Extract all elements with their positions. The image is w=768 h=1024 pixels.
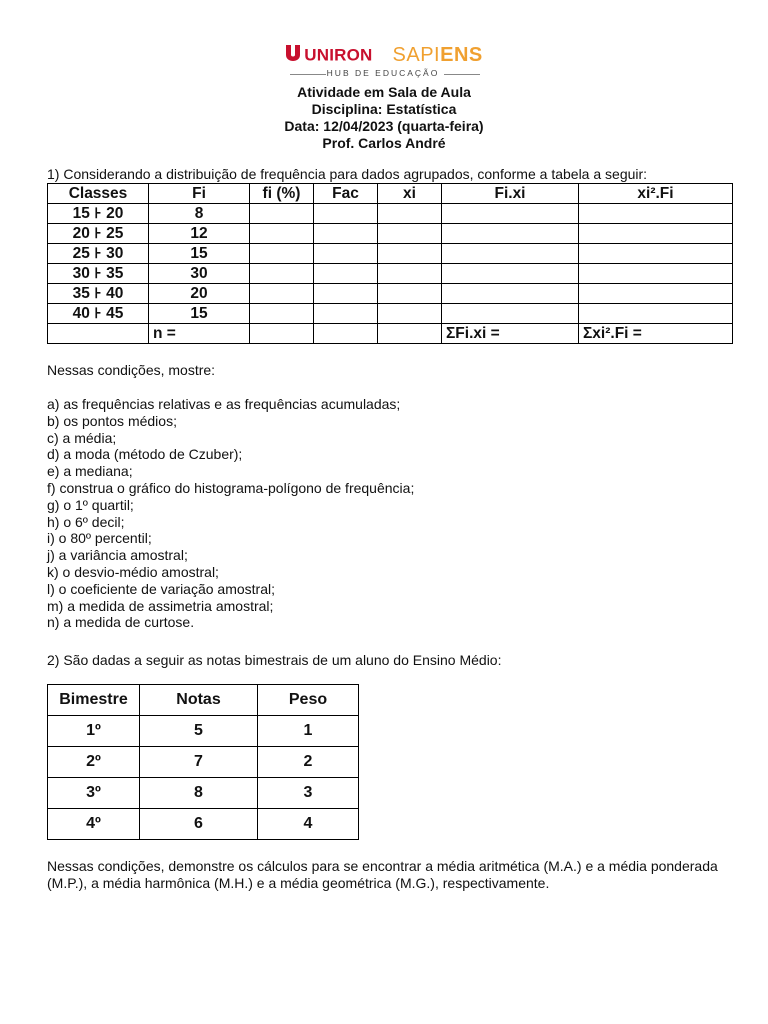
list-item: n) a medida de curtose. — [47, 614, 195, 631]
empty-cell — [378, 324, 442, 344]
list-item: m) a medida de assimetria amostral; — [47, 597, 274, 614]
table-row — [48, 284, 733, 304]
header-xi: xi — [378, 184, 442, 204]
list-item: a) as frequências relativas e as frequências acumuladas; — [47, 396, 401, 412]
grades-table-header — [48, 685, 359, 716]
question-1-intro: 1) Considerando a distribuição de frequência para dados agrupados, conforme a tabela a seguir: — [47, 166, 648, 182]
table-row — [48, 747, 359, 778]
table-row — [48, 809, 359, 840]
empty-cell — [579, 284, 733, 304]
empty-cell — [442, 224, 579, 244]
sapiens-logo-light: SAPI — [392, 44, 441, 66]
list-item: k) o desvio-médio amostral; — [47, 563, 219, 580]
header-bimestre: Bimestre — [48, 685, 140, 716]
bimestre-cell: 4º — [48, 809, 140, 840]
hub-tagline: HUB DE EDUCAÇÃO — [326, 68, 440, 78]
empty-cell — [442, 304, 579, 324]
header-fi: Fi — [149, 184, 250, 204]
nota-cell: 5 — [140, 716, 258, 747]
header-xi2fi: xi².Fi — [579, 184, 733, 204]
empty-cell — [48, 324, 149, 344]
discipline: Disciplina: Estatística — [311, 101, 457, 117]
class-cell: 20 ꜔ 25 — [48, 224, 149, 244]
header-notas: Notas — [140, 685, 258, 716]
header-fac: Fac — [314, 184, 378, 204]
sapiens-logo-bold: ENS — [440, 44, 483, 66]
table-row — [48, 224, 733, 244]
empty-cell — [250, 204, 314, 224]
table-row — [48, 716, 359, 747]
frequency-table — [47, 183, 733, 344]
fi-cell: 12 — [149, 224, 250, 244]
class-cell: 15 ꜔ 20 — [48, 204, 149, 224]
bimestre-cell: 1º — [48, 716, 140, 747]
peso-cell: 4 — [258, 809, 359, 840]
empty-cell — [579, 204, 733, 224]
fi-cell: 20 — [149, 284, 250, 304]
empty-cell — [378, 224, 442, 244]
table-row — [48, 244, 733, 264]
list-item: i) o 80º percentil; — [47, 530, 152, 547]
empty-cell — [250, 284, 314, 304]
table-row — [48, 204, 733, 224]
peso-cell: 2 — [258, 747, 359, 778]
document-header — [0, 84, 768, 152]
empty-cell — [378, 244, 442, 264]
conditions-text: Nessas condições, mostre: — [47, 362, 216, 378]
header-fixi: Fi.xi — [442, 184, 579, 204]
sum-xi2fi-cell: Σxi².Fi = — [579, 324, 733, 344]
empty-cell — [579, 304, 733, 324]
empty-cell — [314, 204, 378, 224]
empty-cell — [250, 264, 314, 284]
list-item: j) a variância amostral; — [47, 547, 188, 564]
logo-row — [0, 44, 768, 67]
sum-n-cell: n = — [149, 324, 250, 344]
nota-cell: 8 — [140, 778, 258, 809]
frequency-table-header — [48, 184, 733, 204]
table-row — [48, 264, 733, 284]
list-item: h) o 6º decil; — [47, 513, 125, 530]
empty-cell — [378, 264, 442, 284]
peso-cell: 3 — [258, 778, 359, 809]
list-item: f) construa o gráfico do histograma-polígono de frequência; — [47, 479, 415, 496]
empty-cell — [250, 224, 314, 244]
question-2-intro: 2) São dadas a seguir as notas bimestrais de um aluno do Ensino Médio: — [47, 652, 502, 668]
empty-cell — [314, 324, 378, 344]
empty-cell — [579, 244, 733, 264]
empty-cell — [442, 264, 579, 284]
list-item: c) a média; — [47, 429, 117, 446]
table-footer-row — [48, 324, 733, 344]
empty-cell — [250, 324, 314, 344]
list-item: b) os pontos médios; — [47, 412, 177, 429]
uniron-logo: UNIRON — [304, 45, 373, 65]
table-row — [48, 304, 733, 324]
empty-cell — [314, 264, 378, 284]
fi-cell: 8 — [149, 204, 250, 224]
question-1-items — [47, 396, 414, 631]
empty-cell — [314, 284, 378, 304]
date: Data: 12/04/2023 (quarta-feira) — [284, 118, 484, 134]
bimestre-cell: 3º — [48, 778, 140, 809]
empty-cell — [378, 284, 442, 304]
sum-fixi-cell: ΣFi.xi = — [442, 324, 579, 344]
empty-cell — [579, 224, 733, 244]
list-item: g) o 1º quartil; — [47, 496, 134, 513]
table-row — [48, 778, 359, 809]
sapiens-logo — [393, 44, 483, 66]
grades-table — [47, 684, 359, 840]
empty-cell — [314, 304, 378, 324]
hub-divider-right — [444, 74, 480, 75]
empty-cell — [378, 204, 442, 224]
empty-cell — [250, 304, 314, 324]
professor: Prof. Carlos André — [322, 135, 446, 151]
list-item: d) a moda (método de Czuber); — [47, 446, 243, 463]
class-cell: 40 ꜔ 45 — [48, 304, 149, 324]
bimestre-cell: 2º — [48, 747, 140, 778]
class-cell: 30 ꜔ 35 — [48, 264, 149, 284]
empty-cell — [250, 244, 314, 264]
empty-cell — [378, 304, 442, 324]
empty-cell — [442, 284, 579, 304]
uniron-u-icon — [285, 44, 301, 67]
activity-title: Atividade em Sala de Aula — [297, 84, 471, 100]
class-cell: 25 ꜔ 30 — [48, 244, 149, 264]
question-2-conclusion: Nessas condições, demonstre os cálculos para se encontrar a média aritmética (M.A.) e a média ponderada (M.P.), a média harmônica (M.H.) e a média geométrica (M.G.), respectivamente. — [47, 858, 718, 891]
fi-cell: 30 — [149, 264, 250, 284]
empty-cell — [579, 264, 733, 284]
header-classes: Classes — [48, 184, 149, 204]
fi-cell: 15 — [149, 304, 250, 324]
class-cell: 35 ꜔ 40 — [48, 284, 149, 304]
peso-cell: 1 — [258, 716, 359, 747]
empty-cell — [314, 224, 378, 244]
empty-cell — [314, 244, 378, 264]
empty-cell — [442, 204, 579, 224]
list-item: e) a mediana; — [47, 463, 133, 480]
nota-cell: 7 — [140, 747, 258, 778]
empty-cell — [442, 244, 579, 264]
nota-cell: 6 — [140, 809, 258, 840]
header-peso: Peso — [258, 685, 359, 716]
fi-cell: 15 — [149, 244, 250, 264]
list-item: l) o coeficiente de variação amostral; — [47, 580, 275, 597]
header-fi-percent: fi (%) — [250, 184, 314, 204]
